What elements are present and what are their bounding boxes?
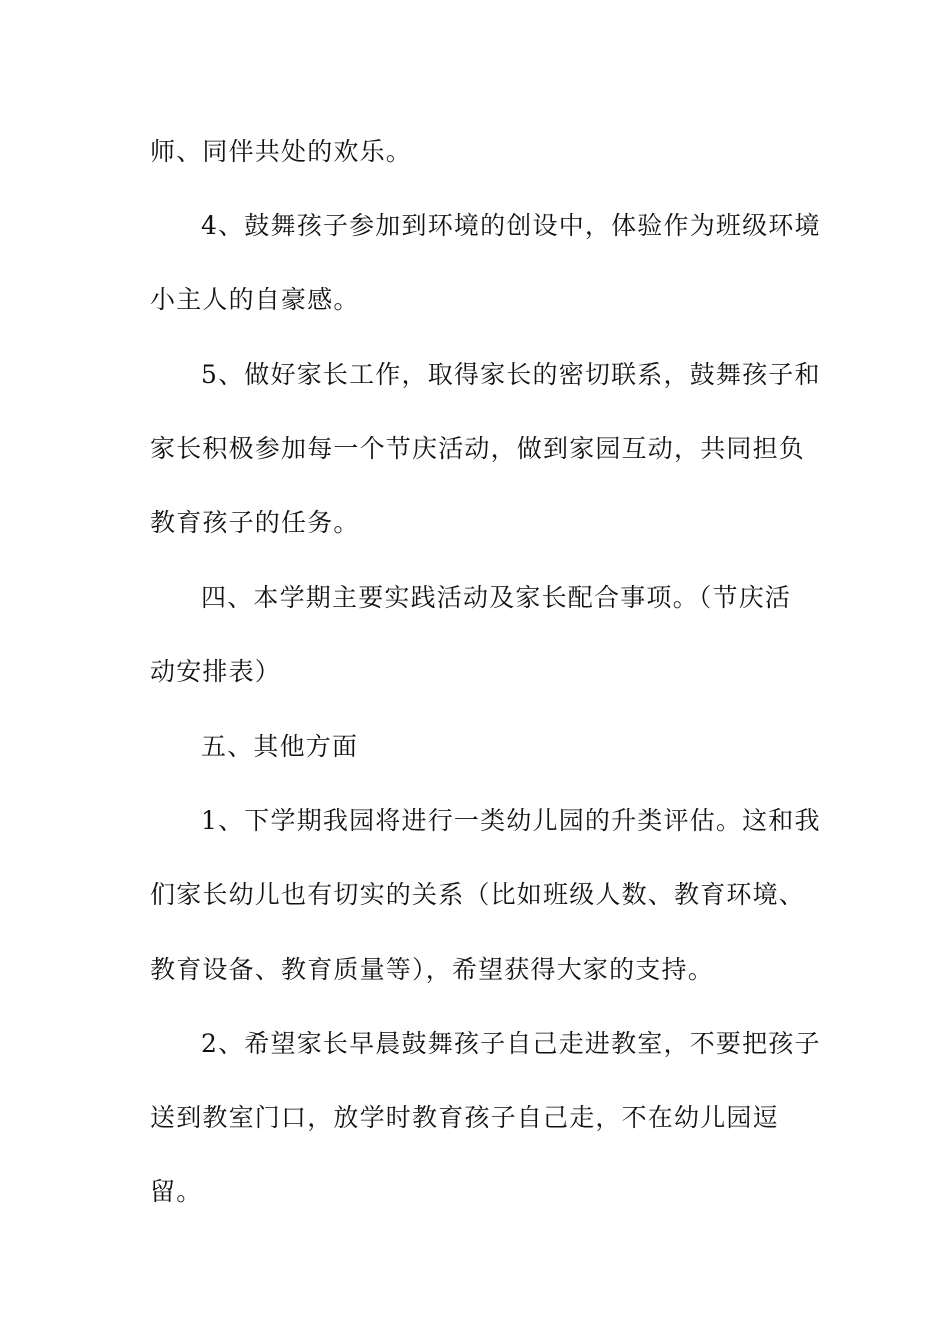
section-heading: 五、其他方面 [201, 732, 359, 761]
text-line: 留。 [150, 1177, 203, 1206]
text-line: 教育孩子的任务。 [150, 508, 360, 537]
text-line: 4、鼓舞孩子参加到环境的创设中，体验作为班级环境 [201, 211, 821, 240]
text-line: 5、做好家长工作，取得家长的密切联系，鼓舞孩子和 [201, 360, 821, 389]
text-line: 动安排表） [150, 657, 282, 686]
text-line: 师、同伴共处的欢乐。 [150, 137, 413, 166]
text-line: 教育设备、教育质量等），希望获得大家的支持。 [150, 955, 714, 984]
text-line: 送到教室门口，放学时教育孩子自己走，不在幼儿园逗 [150, 1103, 779, 1132]
text-line: 2、希望家长早晨鼓舞孩子自己走进教室，不要把孩子 [201, 1029, 821, 1058]
text-line: 小主人的自豪感。 [150, 285, 360, 314]
text-line: 家长积极参加每一个节庆活动，做到家园互动，共同担负 [150, 434, 806, 463]
text-line: 四、本学期主要实践活动及家长配合事项。（节庆活 [201, 583, 792, 612]
text-line: 们家长幼儿也有切实的关系（比如班级人数、教育环境、 [150, 880, 806, 909]
text-line: 1、下学期我园将进行一类幼儿园的升类评估。这和我 [201, 806, 821, 835]
